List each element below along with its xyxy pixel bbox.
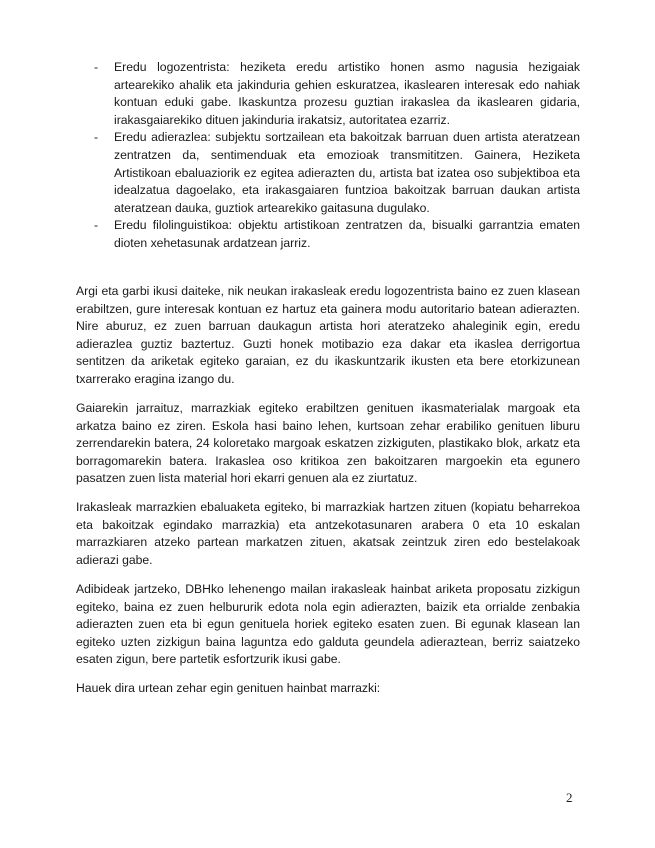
list-marker: - — [94, 218, 99, 233]
page-number: 2 — [566, 790, 573, 805]
list-marker: - — [94, 130, 99, 145]
list-item-text: Eredu logozentrista: heziketa eredu artistiko honen asmo nagusia hezigaiak artearekiko ahalik eta jakinduria gehien eskuratzea, ikaslearen interesak edo nahiak kontuan eduki gabe. Ikaskuntza prozesu guztian irakaslea da ikaslearen gidaria, irakasgaiarekiko dituen jakinduria irakatsiz, autoritatea ezarriz. — [114, 60, 580, 127]
paragraph: Adibideak jartzeko, DBHko lehenengo mailan irakasleak hainbat ariketa proposatu zizkigun egiteko, baina ez zuen helbururik edota nola egin adierazten, baizik eta orrialde zenbakia adierazten zuen eta bi egun genituela horiek egiteko esaten zuen. Bi egunak klasean lan egiteko uzten zizkigun baina laguntza edo galduta geundela adieraztean, berriz saiatzeko esaten zigun, bere partetik esfortzurik ikusi gabe. — [76, 582, 580, 667]
paragraph: Irakasleak marrazkien ebaluaketa egiteko, bi marrazkiak hartzen zituen (kopiatu beharrekoa eta bakoitzak egindako marrazkia) eta antzekotasunaren arabera 0 eta 10 eskalan marrazkiaren atzeko partean markatzen zituen, akatsak zeintzuk ziren edo bestelakoak adierazi gabe. — [76, 500, 580, 567]
list-item-text: Eredu filolinguistikoa: objektu artistikoan zentratzen da, bisualki garrantzia ematen dioten xehetasunak ardatzean jarriz. — [114, 218, 580, 250]
paragraph: Hauek dira urtean zehar egin genituen hainbat marrazki: — [76, 681, 381, 695]
bullet-list — [94, 59, 580, 253]
list-item-text: Eredu adierazlea: subjektu sortzailean eta bakoitzak barruan duen artista ateratzean zentratzen da, sentimenduak eta emozioak transmititzen. Gainera, Heziketa Artistikoan ebaluaziorik ez egitea adierazten du, artista bat izatea oso subjektiboa eta idealzatua dagoelako, eta irakasgaiaren funtzioa bakoitzak barruan daukan artista ateratzean dauka, guztiok artearekiko gaitasuna dugulako. — [114, 130, 580, 215]
list-item — [94, 217, 580, 252]
list-item — [94, 129, 580, 217]
list-marker: - — [94, 60, 99, 74]
paragraph: Gaiarekin jarraituz, marrazkiak egiteko erabiltzen genituen ikasmaterialak margoak eta arkatza baino ez ziren. Eskola hasi baino lehen, kurtsoan zehar erabiliko genituen liburu zerrendarekin batera, 24 koloretako margoak eskatzen zizkiguten, plastikako blok, arkatz eta borragomarekin batera. Irakaslea oso kritikoa zen bakoitzaren margoekin eta egunero pasatzen zuen lista material hori ekarri genuen ala ez ziurtatuz. — [76, 401, 580, 486]
paragraph: Argi eta garbi ikusi daiteke, nik neukan irakasleak eredu logozentrista baino ez zuen klasean erabiltzen, gure interesak kontuan ez hartuz eta gainera modu autoritario batean adierazten. Nire aburuz, ez zuen barruan daukagun artista hori ateratzeko ahaleginik egin, eredu adierazlea guztiz baztertuz. Guzti honek motibazio eza dakar eta ikaslea derrigortua sentitzen da ariketak egiteko garaian, ez du ikaskuntzarik ikusten eta bere etorkizunean txarrerako eragina izango du. — [76, 284, 580, 386]
list-item — [94, 59, 580, 129]
